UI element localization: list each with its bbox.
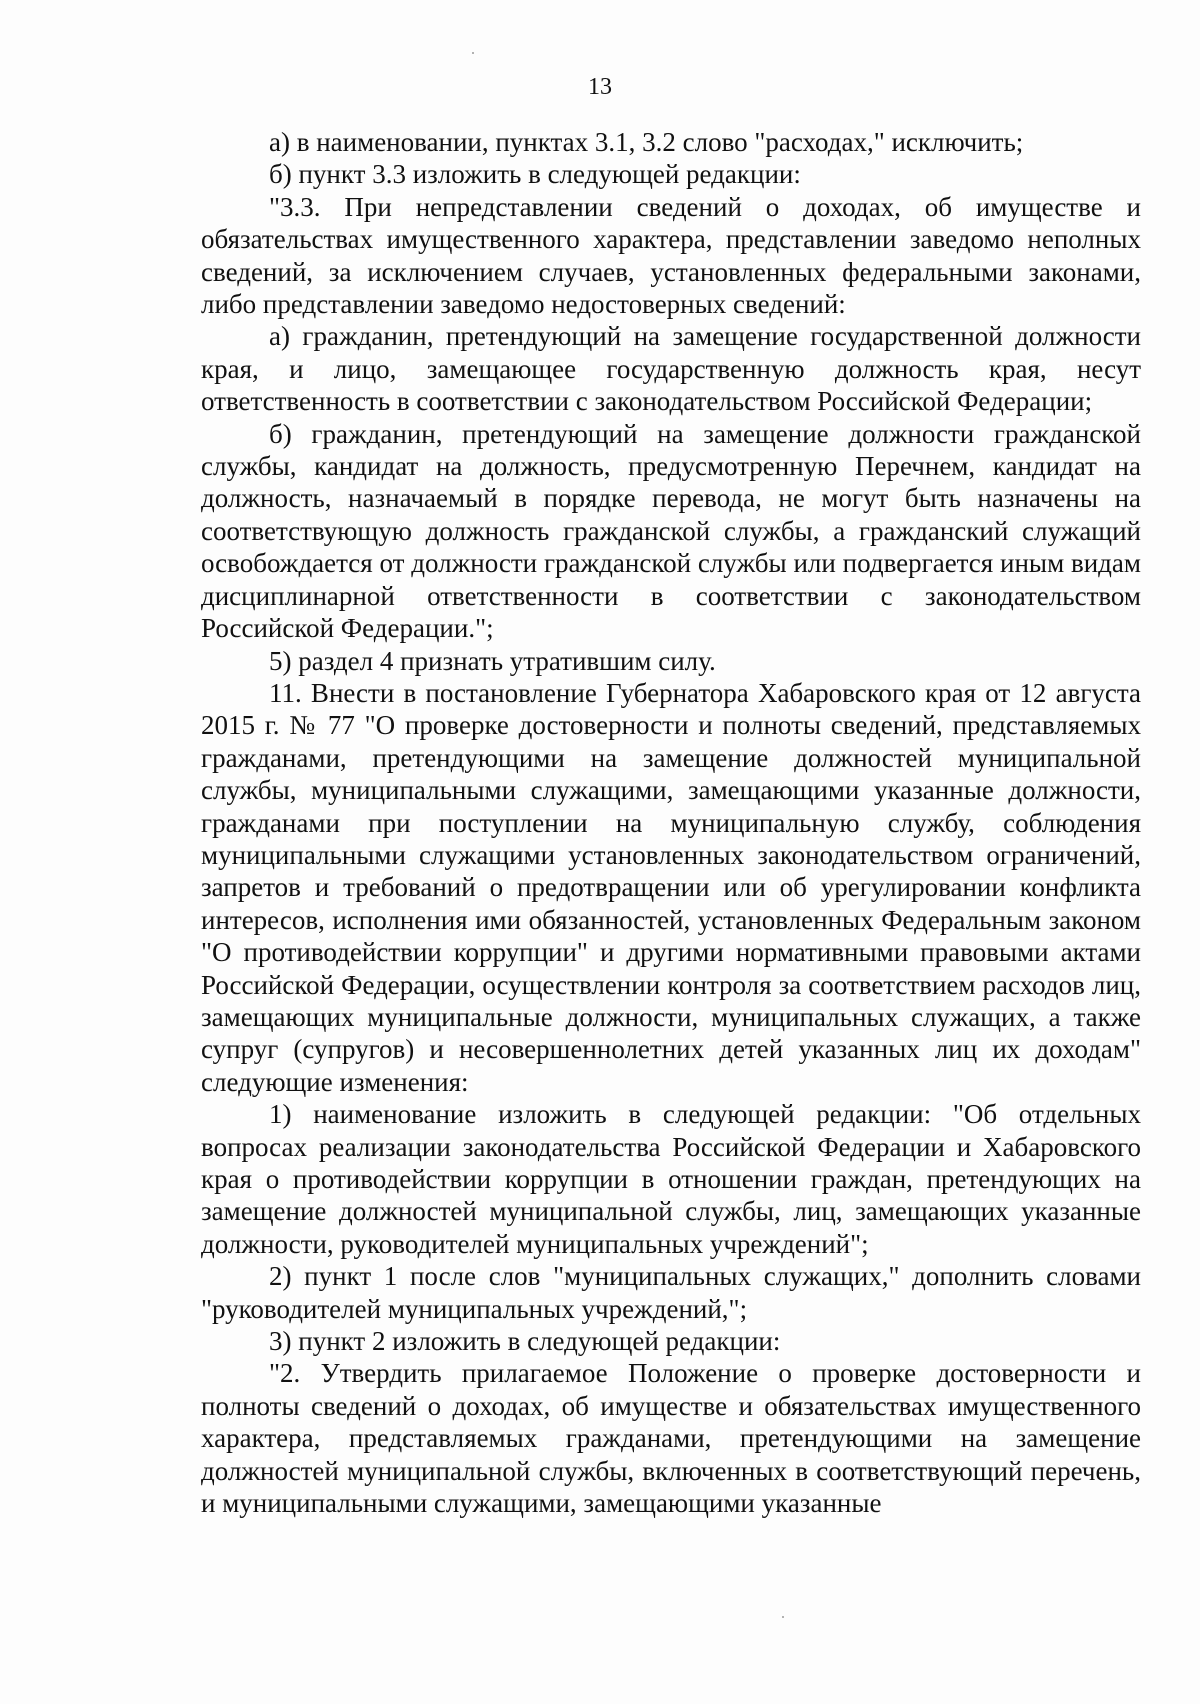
paragraph-item-a-title: а) в наименовании, пунктах 3.1, 3.2 слово "расходах," исключить; (269, 127, 1024, 157)
paragraph-subitem-a-citizen: а) гражданин, претендующий на замещение государственной должности края, и лицо, замещающее государственную должность края, несут ответственность в соответствии с законодательством Российской Федерации; (201, 321, 1141, 417)
paragraph-item-1-title: 1) наименование изложить в следующей редакции: "Об отдельных вопросах реализации законодательства Российской Федерации и Хабаровского края о противодействии коррупции в отношении граждан, претендующих на замещение должностей муниципальной службы, лиц, замещающих указанные должности, руководителей муниципальных учреждений"; (201, 1099, 1141, 1259)
paragraph-point-11-amendments: 11. Внести в постановление Губернатора Хабаровского края от 12 августа 2015 г. № 77 "О проверке достоверности и полноты сведений, представляемых гражданами, претендующими на замещение должностей муниципальной службы, муниципальными служащими, замещающими указанные должности, гражданами при поступлении на муниципальную службу, соблюдения муниципальными служащими установленных законодательством ограничений, запретов и требований о предотвращении или об урегулировании конфликта интересов, исполнения ими обязанностей, установленных Федеральным законом "О противодействии коррупции" и другими нормативными правовыми актами Российской Федерации, осуществлении контроля за соответствием расходов лиц, замещающих муниципальные должности, муниципальных служащих, а также супруг (супругов) и несовершеннолетних детей указанных лиц их доходам" следующие изменения: (201, 677, 1141, 1097)
document-body (201, 126, 1141, 1519)
page-number: 13 (588, 74, 612, 100)
paragraph-point-3-3-text: "3.3. При непредставлении сведений о доходах, об имуществе и обязательствах имущественного характера, представлении заведомо неполных сведений, за исключением случаев, установленных федеральными законами, либо представлении заведомо недостоверных сведений: (201, 191, 1141, 320)
paragraph-subitem-b-civil-service: б) гражданин, претендующий на замещение должности гражданской службы, кандидат на должность, предусмотренную Перечнем, кандидат на должность, назначаемый в порядке перевода, не могут быть назначены на соответствующую должность гражданской службы, а гражданский служащий освобождается от должности гражданской службы или подвергается иным видам дисциплинарной ответственности в соответствии с законодательством Российской Федерации."; (201, 418, 1141, 644)
scan-artifact-bottom (782, 1616, 784, 1618)
paragraph-item-5-section-4: 5) раздел 4 признать утратившим силу. (269, 645, 716, 676)
scan-artifact-top (472, 52, 474, 54)
paragraph-point-2-text: "2. Утвердить прилагаемое Положение о проверке достоверности и полноты сведений о доходах, об имуществе и обязательствах имущественного характера, представляемых гражданами, претендующими на замещение должностей муниципальной службы, включенных в соответствующий перечень, и муниципальными служащими, замещающими указанные (201, 1358, 1141, 1519)
paragraph-item-b-point-3-3: б) пункт 3.3 изложить в следующей редакции: (269, 159, 801, 190)
paragraph-item-2-point-1: 2) пункт 1 после слов "муниципальных служащих," дополнить словами "руководителей муниципальных учреждений,"; (201, 1261, 1141, 1324)
paragraph-item-3-point-2: 3) пункт 2 изложить в следующей редакции: (269, 1326, 781, 1357)
